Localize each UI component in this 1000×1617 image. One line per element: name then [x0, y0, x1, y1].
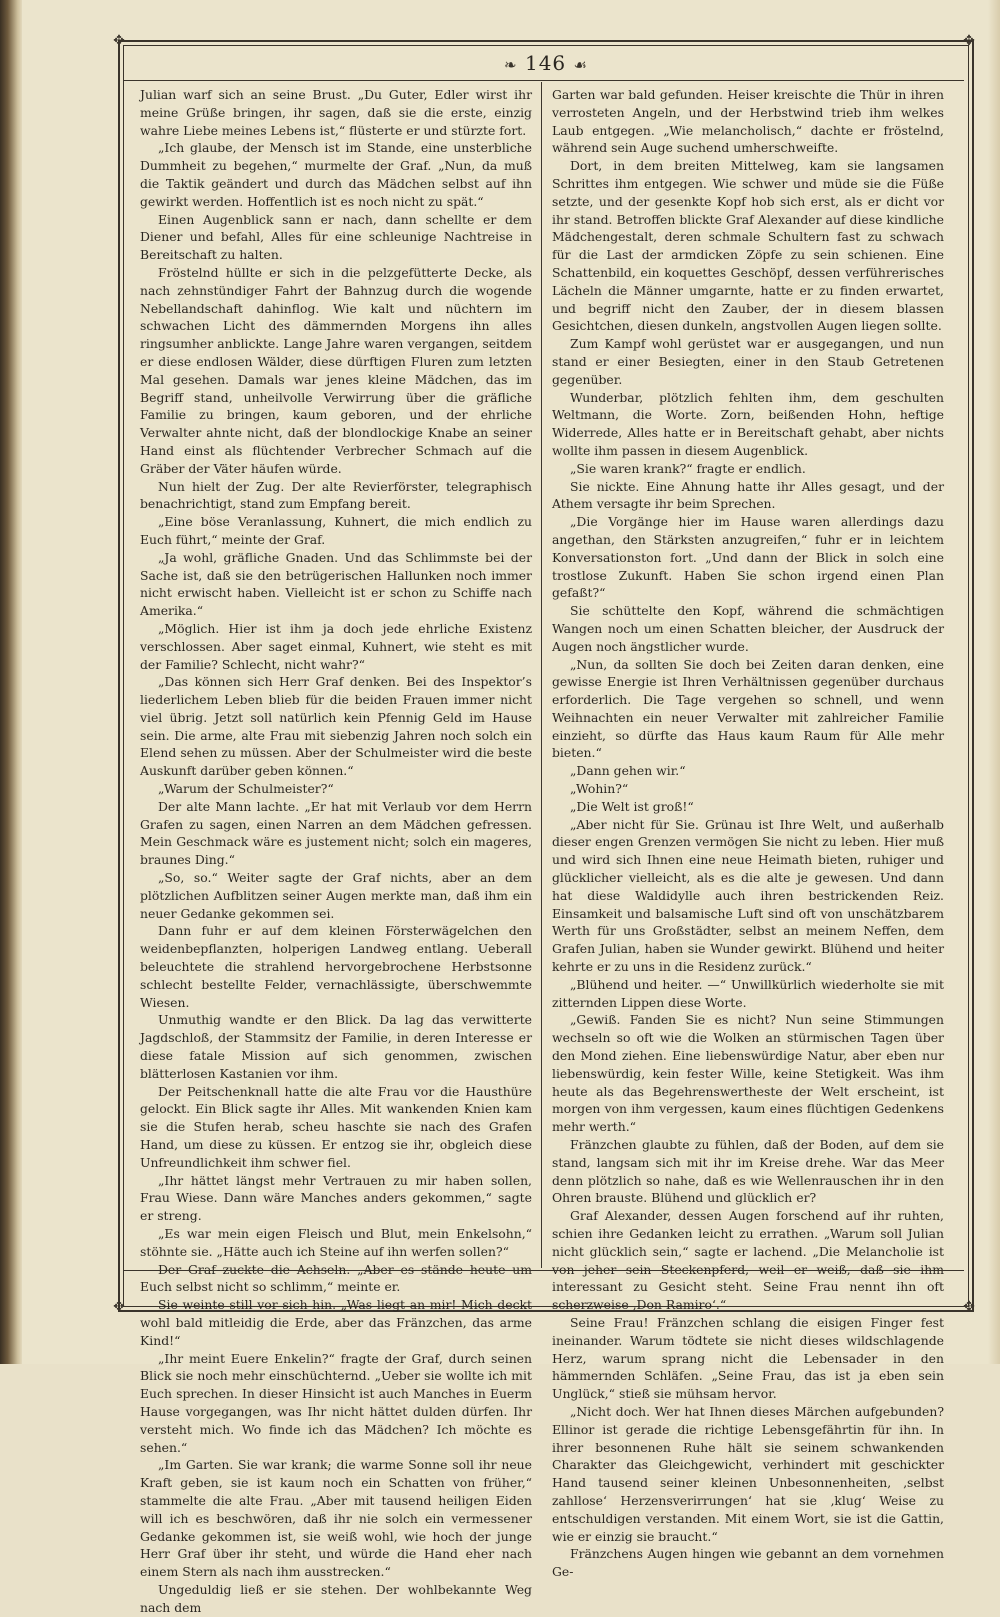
paragraph: Julian warf sich an seine Brust. „Du Guter, Edler wirst ihr meine Grüße bringen, ihr sagen, daß sie die erste, einzig wahre Liebe meines Lebens ist,“ flüsterte er und stürzte fort. — [140, 87, 532, 138]
paragraph: „Ihr hättet längst mehr Vertrauen zu mir haben sollen, Frau Wiese. Dann wäre Manches anders gekommen,“ sagte er streng. — [140, 1172, 532, 1224]
footer-rule — [124, 1270, 964, 1271]
paragraph: „Nun, da sollten Sie doch bei Zeiten daran denken, eine gewisse Energie ist Ihren Verhältnissen gegenüber durchaus erforderlich. Die Tage vergehen so schnell, und wenn Weihnachten ein neuer Verwalter mit zahlreicher Familie einzieht, so dürfte das Haus kaum Raum für Alle mehr bieten.“ — [552, 656, 944, 761]
paragraph: „Aber nicht für Sie. Grünau ist Ihre Welt, und außerhalb dieser engen Grenzen vermögen Sie nicht zu leben. Hier muß und wird sich Ihnen eine neue Heimath bieten, ruhiger und glücklicher vielleicht, als es die alte je gewesen. Und dann hat diese Waldidylle auch ihren bestrickenden Reiz. Einsamkeit und balsamische Luft sind oft von unschätzbarem Werth für uns Großstädter, selbst an meinem Neffen, dem Grafen Julian, haben sie Wunder gewirkt. Blühend und heiter kehrte er zu uns in die Residenz zurück.“ — [552, 816, 944, 975]
paragraph: Fröstelnd hüllte er sich in die pelzgefütterte Decke, als nach zehnstündiger Fahrt der Bahnzug durch die wogende Nebellandschaft dahinflog. Wie kalt und nüchtern im schwachen Licht des dämmernden Morgens ihn alles ringsumher anblickte. Lange Jahre waren vergangen, seitdem er diese endlosen Wälder, diese dürftigen Fluren zum letzten Mal gesehen. Damals war jenes kleine Mädchen, das im Begriff stand, unheilvolle Verwirrung über die gräfliche Familie zu bringen, kaum geboren, und der ehrliche Verwalter ahnte nicht, daß der blondlockige Knabe an seiner Hand einst als flüchtender Verbrecher Schmach auf die Gräber der Väter häufen würde. — [140, 264, 532, 476]
paragraph: Ungeduldig ließ er sie stehen. Der wohlbekannte Weg nach dem — [140, 1581, 532, 1615]
paragraph: Der alte Mann lachte. „Er hat mit Verlaub vor dem Herrn Grafen zu sagen, einen Narren an dem Mädchen gefressen. Mein Geschmack wäre es justement nicht; solch ein mageres, braunes Ding.“ — [140, 798, 532, 868]
paragraph: „Warum der Schulmeister?“ — [158, 781, 334, 797]
paragraph: „Es war mein eigen Fleisch und Blut, mein Enkelsohn,“ stöhnte sie. „Hätte auch ich Steine auf ihn werfen sollen?“ — [140, 1226, 532, 1259]
paragraph: Der Peitschenknall hatte die alte Frau vor die Hausthüre gelockt. Ein Blick sagte ihr Alles. Mit wankenden Knien kam sie die Stufen herab, scheu haschte sie nach des Grafen Hand, um diese zu küssen. Er entzog sie ihr, obgleich diese Unfreundlichkeit ihm schwer fiel. — [140, 1083, 532, 1170]
paragraph: Einen Augenblick sann er nach, dann schellte er dem Diener und befahl, Alles für eine schleunige Nachtreise in Bereitschaft zu halten. — [140, 211, 532, 263]
left-column — [140, 86, 532, 1615]
paragraph: „Blühend und heiter. —“ Unwillkürlich wiederholte sie mit zitternden Lippen diese Worte. — [552, 976, 944, 1010]
page-edge — [988, 0, 1000, 1364]
paragraph: Dort, in dem breiten Mittelweg, kam sie langsamen Schrittes ihm entgegen. Wie schwer und müde sie die Füße setzte, und der gesenkte Kopf hob sich erst, als er dicht vor ihr stand. Betroffen blickte Graf Alexander auf diese kindliche Mädchengestalt, deren schmale Schultern fast zu schwach für die Last der armdicken Zöpfe zu sein schienen. Eine Schattenbild, ein koquettes Geschöpf, dessen verführerisches Lächeln die Männer umgarnte, hatte er zu finden erwartet, und begriff nicht den Zauber, der in diesem blassen Gesichtchen, diesen dunkeln, angstvollen Augen liegen sollte. — [552, 158, 944, 334]
page-number: 146 — [524, 51, 567, 75]
paragraph: „Im Garten. Sie war krank; die warme Sonne soll ihr neue Kraft geben, sie ist kaum noch ein Schatten von früher,“ stammelte die alte Frau. „Aber mit tausend heiligen Eiden will ich es beschwören, daß ihr nie solch ein vermessener Gedanke gekommen ist, sie weiß wohl, wie hoch der junge Herr Graf über ihr steht, und würde die Hand eher nach einem Stern als nach ihm ausstrecken.“ — [140, 1457, 532, 1580]
paragraph: Unmuthig wandte er den Blick. Da lag das verwitterte Jagdschloß, der Stammsitz der Familie, in deren Interesse er diese fatale Mission auf sich genommen, zwischen blätterlosen Kastanien vor ihm. — [140, 1012, 532, 1081]
corner-ornament-top-right: ✥ — [963, 33, 975, 49]
paragraph: Seine Frau! Fränzchen schlang die eisigen Finger fest ineinander. Warum tödtete sie nicht dieses wildschlagende Herz, warum sprang nicht die Lebensader in den hämmernden Schläfen. „Seine Frau, das ist ja eben sein Unglück,“ stieß sie mühsam hervor. — [552, 1314, 944, 1402]
paragraph: Graf Alexander, dessen Augen forschend auf ihr ruhten, schien ihre Gedanken leicht zu errathen. „Warum soll Julian nicht glücklich sein,“ sagte er lachend. „Die Melancholie ist von jeher sein Steckenpferd, weil er weiß, daß sie ihm interessant zu Gesicht steht. Seine Frau nennt ihn oft scherzweise ‚Don Ramiro‘.“ — [552, 1208, 944, 1313]
corner-ornament-top-left: ✥ — [113, 33, 125, 49]
paragraph: „Die Welt ist groß!“ — [570, 798, 694, 814]
header-ornament-left-icon: ❧ — [504, 56, 518, 74]
paragraph: „Ihr meint Euere Enkelin?“ fragte der Graf, durch seinen Blick sie noch mehr einschüchternd. „Ueber sie wollte ich mit Euch sprechen. In dieser Hinsicht ist auch Manches in Euerm Hause vorgegangen, was Ihr nicht hättet dulden dürfen. Ihr versteht mich. Wo finde ich das Mädchen? Ich möchte es sehen.“ — [140, 1350, 532, 1455]
paragraph: Wunderbar, plötzlich fehlten ihm, dem geschulten Weltmann, die Worte. Zorn, beißenden Hohn, heftige Widerrede, Alles hatte er in Bereitschaft gehabt, aber nichts wollte ihm passen in diesem Augenblick. — [552, 389, 944, 458]
header-rule — [124, 80, 964, 81]
paragraph: Nun hielt der Zug. Der alte Revierförster, telegraphisch benachrichtigt, stand zum Empfang bereit. — [140, 478, 532, 512]
paragraph: Sie nickte. Eine Ahnung hatte ihr Alles gesagt, und der Athem versagte ihr beim Sprechen. — [552, 478, 944, 512]
right-column — [552, 86, 944, 1580]
paragraph: „Gewiß. Fanden Sie es nicht? Nun seine Stimmungen wechseln so oft wie die Wolken an stürmischen Tagen über den Mond ziehen. Eine liebenswürdige Natur, aber eben nur liebenswürdig, kein fester Wille, keine Stetigkeit. Was ihm heute als das Begehrenswertheste der Welt erscheint, ist morgen von ihm vergessen, kaum eines flüchtigen Gedenkens mehr werth.“ — [552, 1012, 944, 1135]
paragraph: Dann fuhr er auf dem kleinen Försterwägelchen den weidenbepflanzten, holperigen Landweg entlang. Ueberall beleuchtete die strahlend hervorgebrochene Herbstsonne schlecht bestellte Felder, vernachlässigte, überschwemmte Wiesen. — [140, 923, 532, 1010]
paragraph: Der Graf zuckte die Achseln. „Aber es stände heute um Euch selbst nicht so schlimm,“ meinte er. — [140, 1261, 532, 1295]
paragraph: Sie weinte still vor sich hin. „Was liegt an mir! Mich deckt wohl bald mitleidig die Erde, aber das Fränzchen, das arme Kind!“ — [140, 1297, 532, 1348]
paragraph: „So, so.“ Weiter sagte der Graf nichts, aber an dem plötzlichen Aufblitzen seiner Augen merkte man, daß ihm ein neuer Gedanke gekommen sei. — [140, 870, 532, 921]
paragraph: Fränzchen glaubte zu fühlen, daß der Boden, auf dem sie stand, langsam sich mit ihr im Kreise drehe. War das Meer denn plötzlich so nahe, daß es wie Wellenrauschen ihr in den Ohren brauste. Blühend und glücklich er? — [552, 1137, 944, 1206]
paragraph: „Dann gehen wir.“ — [570, 763, 686, 779]
paragraph: „Sie waren krank?“ fragte er endlich. — [570, 460, 806, 476]
paragraph: „Möglich. Hier ist ihm ja doch jede ehrliche Existenz verschlossen. Aber saget einmal, Kuhnert, wie steht es mit der Familie? Schlecht, nicht wahr?“ — [140, 620, 532, 672]
paragraph: Garten war bald gefunden. Heiser kreischte die Thür in ihren verrosteten Angeln, und der Herbstwind trieb ihm welkes Laub entgegen. „Wie melancholisch,“ dachte er fröstelnd, während sein Auge suchend umherschweifte. — [552, 87, 944, 156]
page-header — [118, 48, 974, 78]
header-ornament-right-icon: ☙ — [573, 56, 588, 74]
paragraph: Zum Kampf wohl gerüstet war er ausgegangen, und nun stand er einer Besiegten, einer in den Staub Getretenen gegenüber. — [552, 336, 944, 387]
corner-ornament-bottom-left: ✥ — [113, 1299, 125, 1315]
book-spine — [0, 0, 22, 1364]
paragraph: „Ja wohl, gräfliche Gnaden. Und das Schlimmste bei der Sache ist, daß sie den betrügerischen Hallunken noch immer nicht erwischt haben. Vielleicht ist er schon zu Schiffe nach Amerika.“ — [140, 549, 532, 619]
paragraph: Sie schüttelte den Kopf, während die schmächtigen Wangen noch um einen Schatten bleicher, der Ausdruck der Augen noch ängstlicher wurde. — [552, 603, 944, 654]
corner-ornament-bottom-right: ✥ — [963, 1299, 975, 1315]
paragraph: „Eine böse Veranlassung, Kuhnert, die mich endlich zu Euch führt,“ meinte der Graf. — [140, 514, 532, 547]
column-divider — [541, 82, 542, 1268]
paragraph: „Wohin?“ — [570, 781, 629, 797]
paragraph: „Das können sich Herr Graf denken. Bei des Inspektor’s liederlichem Leben blieb für die beiden Frauen immer nicht viel übrig. Jetzt soll natürlich kein Pfennig Geld im Hause sein. Die arme, alte Frau mit siebenzig Jahren noch solch ein Elend sehen zu müssen. Aber der Schulmeister wird die beste Auskunft darüber geben können.“ — [140, 674, 532, 779]
paragraph: Fränzchens Augen hingen wie gebannt an dem vornehmen Ge- — [552, 1546, 944, 1580]
paragraph: „Ich glaube, der Mensch ist im Stande, eine unsterbliche Dummheit zu begehen,“ murmelte der Graf. „Nun, da muß die Taktik geändert und durch das Mädchen selbst auf ihn gewirkt werden. Hoffentlich ist es noch nicht zu spät.“ — [140, 140, 532, 209]
paragraph: „Die Vorgänge hier im Hause waren allerdings dazu angethan, den Stärksten anzugreifen,“ fuhr er in leichtem Konversationston fort. „Und dann der Blick in solch eine trostlose Zukunft. Haben Sie schon irgend einen Plan gefaßt?“ — [552, 514, 944, 601]
paragraph: „Nicht doch. Wer hat Ihnen dieses Märchen aufgebunden? Ellinor ist gerade die richtige Lebensgefährtin für ihn. In ihrer besonnenen Ruhe hält sie seinem schwankenden Charakter das Gleichgewicht, verhindert mit geschickter Hand tausend seiner kleinen Unbesonnenheiten, ‚selbst zahllose‘ Herzensverirrungen‘ hat sie ‚klug‘ Weise zu entschuldigen verstanden. Mit einem Wort, sie ist die Gattin, wie er einzig sie braucht.“ — [552, 1403, 944, 1544]
